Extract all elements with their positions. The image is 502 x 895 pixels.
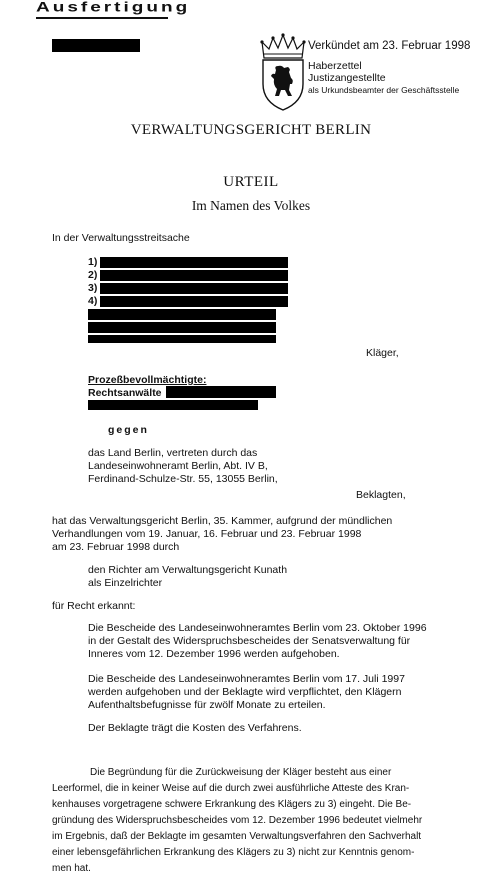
- announcement-date: Verkündet am 23. Februar 1998: [308, 40, 471, 52]
- verdict-item-3: [88, 722, 302, 735]
- party-number-1: 1): [88, 256, 98, 268]
- redaction-party-1: [100, 257, 288, 268]
- reasoning-line-3: kenhauses vorgetragene schwere Erkrankung des Klägers zu 3) eingeht. Die Be-: [52, 799, 412, 810]
- document-subtitle: Im Namen des Volkes: [191, 198, 311, 213]
- redaction-party-2: [100, 270, 288, 281]
- party-number-3: 3): [88, 282, 98, 294]
- berlin-crest-icon: [258, 32, 308, 112]
- verdict-item-1: [88, 622, 427, 661]
- verdict-1-line-3: Inneres vom 12. Dezember 1996 werden aufgehoben.: [88, 648, 340, 660]
- document-title: URTEIL: [223, 174, 279, 190]
- reasoning-paragraph: [52, 765, 462, 877]
- party-number-4: 4): [88, 295, 98, 307]
- court-name: VERWALTUNGSGERICHT BERLIN: [130, 122, 372, 138]
- hearing-line-3: am 23. Februar 1998 durch: [52, 541, 180, 553]
- clerk-role: Justizangestellte: [308, 72, 386, 84]
- reasoning-line-4: gründung des Widerspruchsbescheides vom 12. Dezember 1996 bedeutet vielmehr: [52, 815, 423, 826]
- hearing-block: [52, 515, 392, 554]
- judge-line-2: als Einzelrichter: [88, 577, 163, 589]
- hearing-line-2: Verhandlungen vom 19. Januar, 16. Februar und 23. Februar 1998: [52, 528, 362, 540]
- redaction-counsel-address: [88, 400, 258, 410]
- redaction-party-4: [100, 296, 288, 307]
- reasoning-line-5: im Ergebnis, daß der Beklagte im gesamten Verwaltungsverfahren den Sachverhalt: [52, 831, 422, 842]
- defendant-block: [88, 447, 278, 486]
- reasoning-line-7: men hat.: [52, 863, 91, 874]
- clerk-name: Haberzettel: [308, 60, 362, 72]
- reasoning-line-1: Die Begründung für die Zurückweisung der Kläger besteht aus einer: [90, 767, 392, 778]
- verdict-intro: für Recht erkannt:: [52, 600, 136, 612]
- redaction-counsel-names: [166, 386, 276, 398]
- defendant-role: Beklagten,: [356, 489, 406, 501]
- ausfertigung-stamp: Ausfertigung: [36, 0, 191, 16]
- verdict-1-line-2: in der Gestalt des Widerspruchsbescheides der Senatsverwaltung für: [88, 635, 411, 647]
- counsel-firm: Rechtsanwälte: [88, 387, 162, 399]
- reasoning-line-2: Leerformel, die in keiner Weise auf die durch zwei ausführliche Atteste des Kran-: [52, 783, 410, 794]
- verdict-item-2: [88, 673, 405, 712]
- clerk-role-detail: als Urkundsbeamter der Geschäftsstelle: [308, 85, 460, 95]
- verdict-1-line-1: Die Bescheide des Landeseinwohneramtes Berlin vom 23. Oktober 1996: [88, 622, 427, 634]
- gegen-label: gegen: [108, 424, 149, 436]
- clerk-block: [308, 60, 459, 96]
- verdict-3-line-1: Der Beklagte trägt die Kosten des Verfahrens.: [88, 722, 302, 734]
- defendant-line-2: Landeseinwohneramt Berlin, Abt. IV B,: [88, 460, 268, 472]
- redaction-file-number: [52, 39, 140, 52]
- verdict-2-line-3: Aufenthaltsbefugnisse für zwölf Monate zu erteilen.: [88, 699, 326, 711]
- defendant-line-3: Ferdinand-Schulze-Str. 55, 13055 Berlin,: [88, 473, 278, 485]
- hearing-line-1: hat das Verwaltungsgericht Berlin, 35. Kammer, aufgrund der mündlichen: [52, 515, 393, 527]
- verdict-2-line-1: Die Bescheide des Landeseinwohneramtes Berlin vom 17. Juli 1997: [88, 673, 405, 685]
- counsel-heading: Prozeßbevollmächtigte:: [88, 374, 207, 386]
- redaction-address-1: [88, 309, 276, 320]
- stamp-underline: [36, 17, 168, 19]
- case-intro: In der Verwaltungsstreitsache: [52, 232, 190, 244]
- redaction-address-2: [88, 322, 276, 333]
- judge-block: [88, 564, 287, 590]
- judge-line-1: den Richter am Verwaltungsgericht Kunath: [88, 564, 288, 576]
- verdict-2-line-2: werden aufgehoben und der Beklagte wird verpflichtet, den Klägern: [88, 686, 402, 698]
- plaintiff-role: Kläger,: [366, 347, 399, 359]
- redaction-party-3: [100, 283, 288, 294]
- party-number-2: 2): [88, 269, 98, 281]
- defendant-line-1: das Land Berlin, vertreten durch das: [88, 447, 258, 459]
- redaction-address-3: [88, 335, 276, 343]
- reasoning-line-6: einer lebensgefährlichen Erkrankung des Klägers zu 3) nicht zur Kenntnis genom-: [52, 847, 415, 858]
- party-list: [88, 256, 97, 308]
